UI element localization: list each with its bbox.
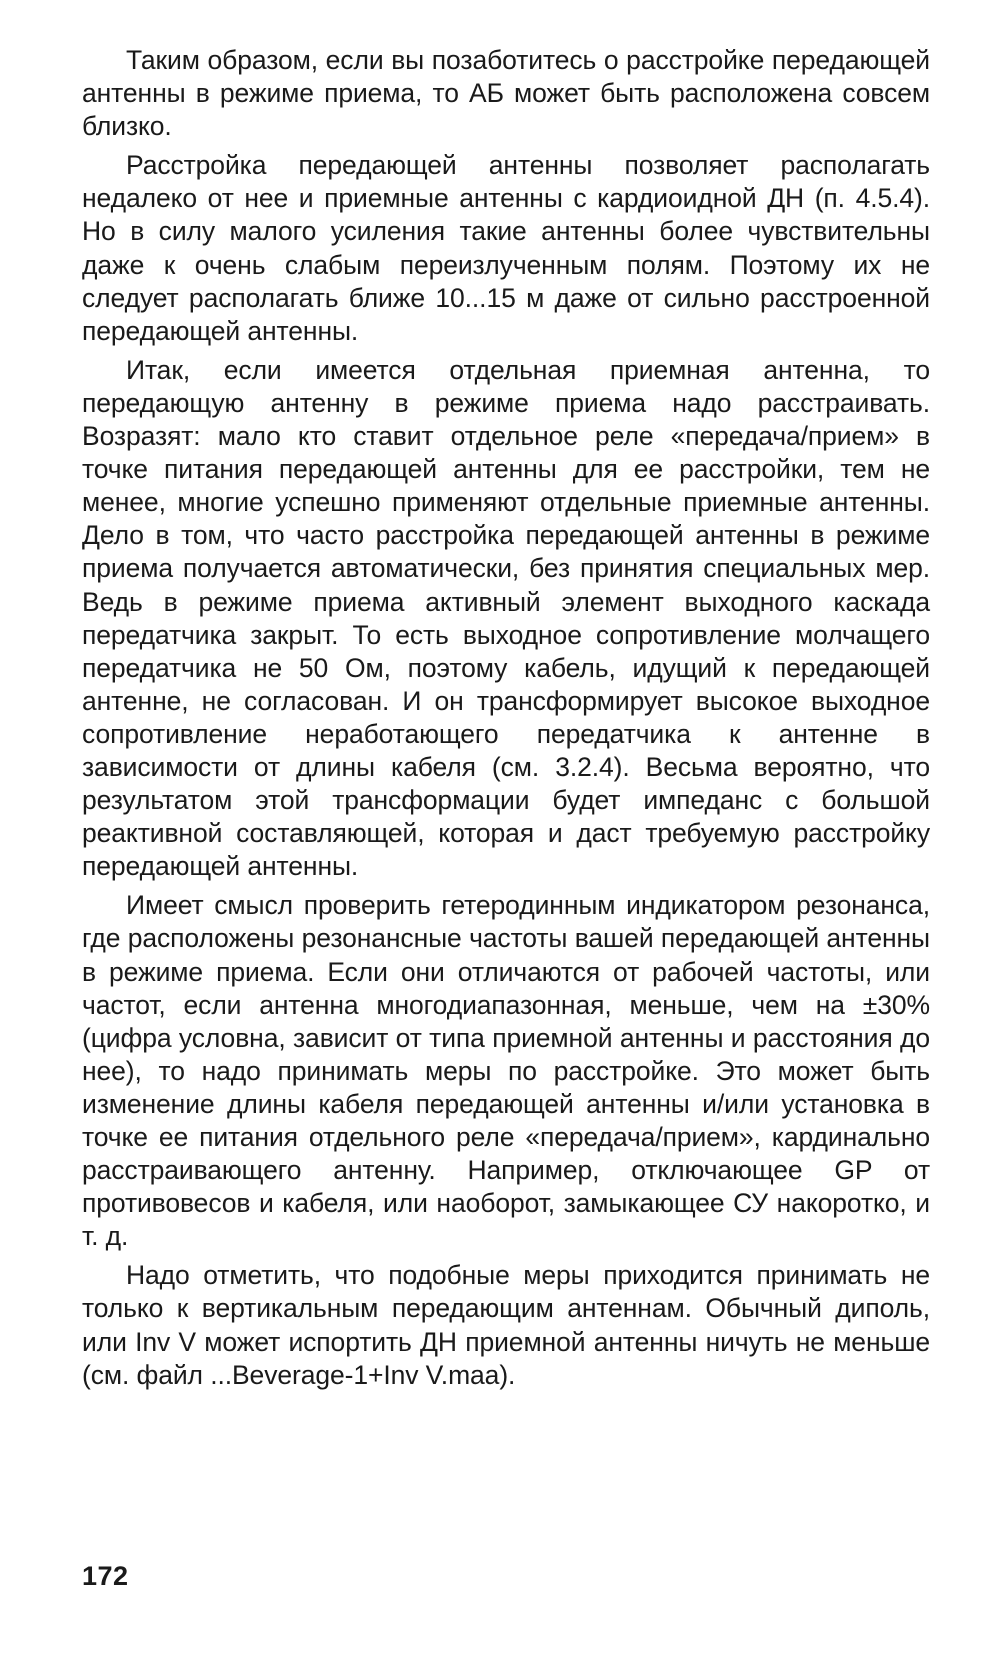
body-text (82, 44, 930, 1398)
paragraph-3: Итак, если имеется отдельная приемная антенна, то передающую антенну в режиме приема надо расстраивать. Возразят: мало кто ставит отдельное реле «передача/прием» в точке питания передающей антенны для ее расстройки, тем не менее, многие успешно применяют отдельные приемные антенны. Дело в том, что часто расстройка передающей антенны в режиме приема получается автоматически, без принятия специальных мер. Ведь в режиме приема активный элемент выходного каскада передатчика закрыт. То есть выходное сопротивление молчащего передатчика не 50 Ом, поэтому кабель, идущий к передающей антенне, не согласован. И он трансформирует высокое выходное сопротивление неработающего передатчика к антенне в зависимости от длины кабеля (см. 3.2.4). Весьма вероятно, что результатом этой трансформации будет импеданс с большой реактивной составляющей, которая и даст требуемую расстройку передающей антенны. (82, 354, 930, 882)
paragraph-1: Таким образом, если вы позаботитесь о расстройке передающей антенны в режиме приема, то АБ может быть расположена совсем близко. (82, 45, 930, 142)
paragraph-2: Расстройка передающей антенны позволяет располагать недалеко от нее и приемные антенны с кардиоидной ДН (п. 4.5.4). Но в силу малого усиления такие антенны более чувствительны даже к очень слабым переизлученным полям. Поэтому их не следует располагать ближе 10...15 м даже от сильно расстроенной передающей антенны. (82, 150, 930, 346)
page-number: 172 (82, 1561, 129, 1591)
paragraph-5: Надо отметить, что подобные меры приходится принимать не только к вертикальным передающим антеннам. Обычный диполь, или Inv V может испортить ДН приемной антенны ничуть не меньше (см. файл ...Beverage-1+Inv V.maa). (82, 1260, 930, 1390)
paragraph-4: Имеет смысл проверить гетеродинным индикатором резонанса, где расположены резонансные частоты вашей передающей антенны в режиме приема. Если они отличаются от рабочей частоты, или частот, если антенна многодиапазонная, меньше, чем на ±30% (цифра условна, зависит от типа приемной антенны и расстояния до нее), то надо принимать меры по расстройке. Это может быть изменение длины кабеля передающей антенны и/или установка в точке ее питания отдельного реле «передача/прием», кардинально расстраивающего антенну. Например, отключающее GP от противовесов и кабеля, или наоборот, замыкающее СУ накоротко, и т. д. (82, 890, 930, 1252)
